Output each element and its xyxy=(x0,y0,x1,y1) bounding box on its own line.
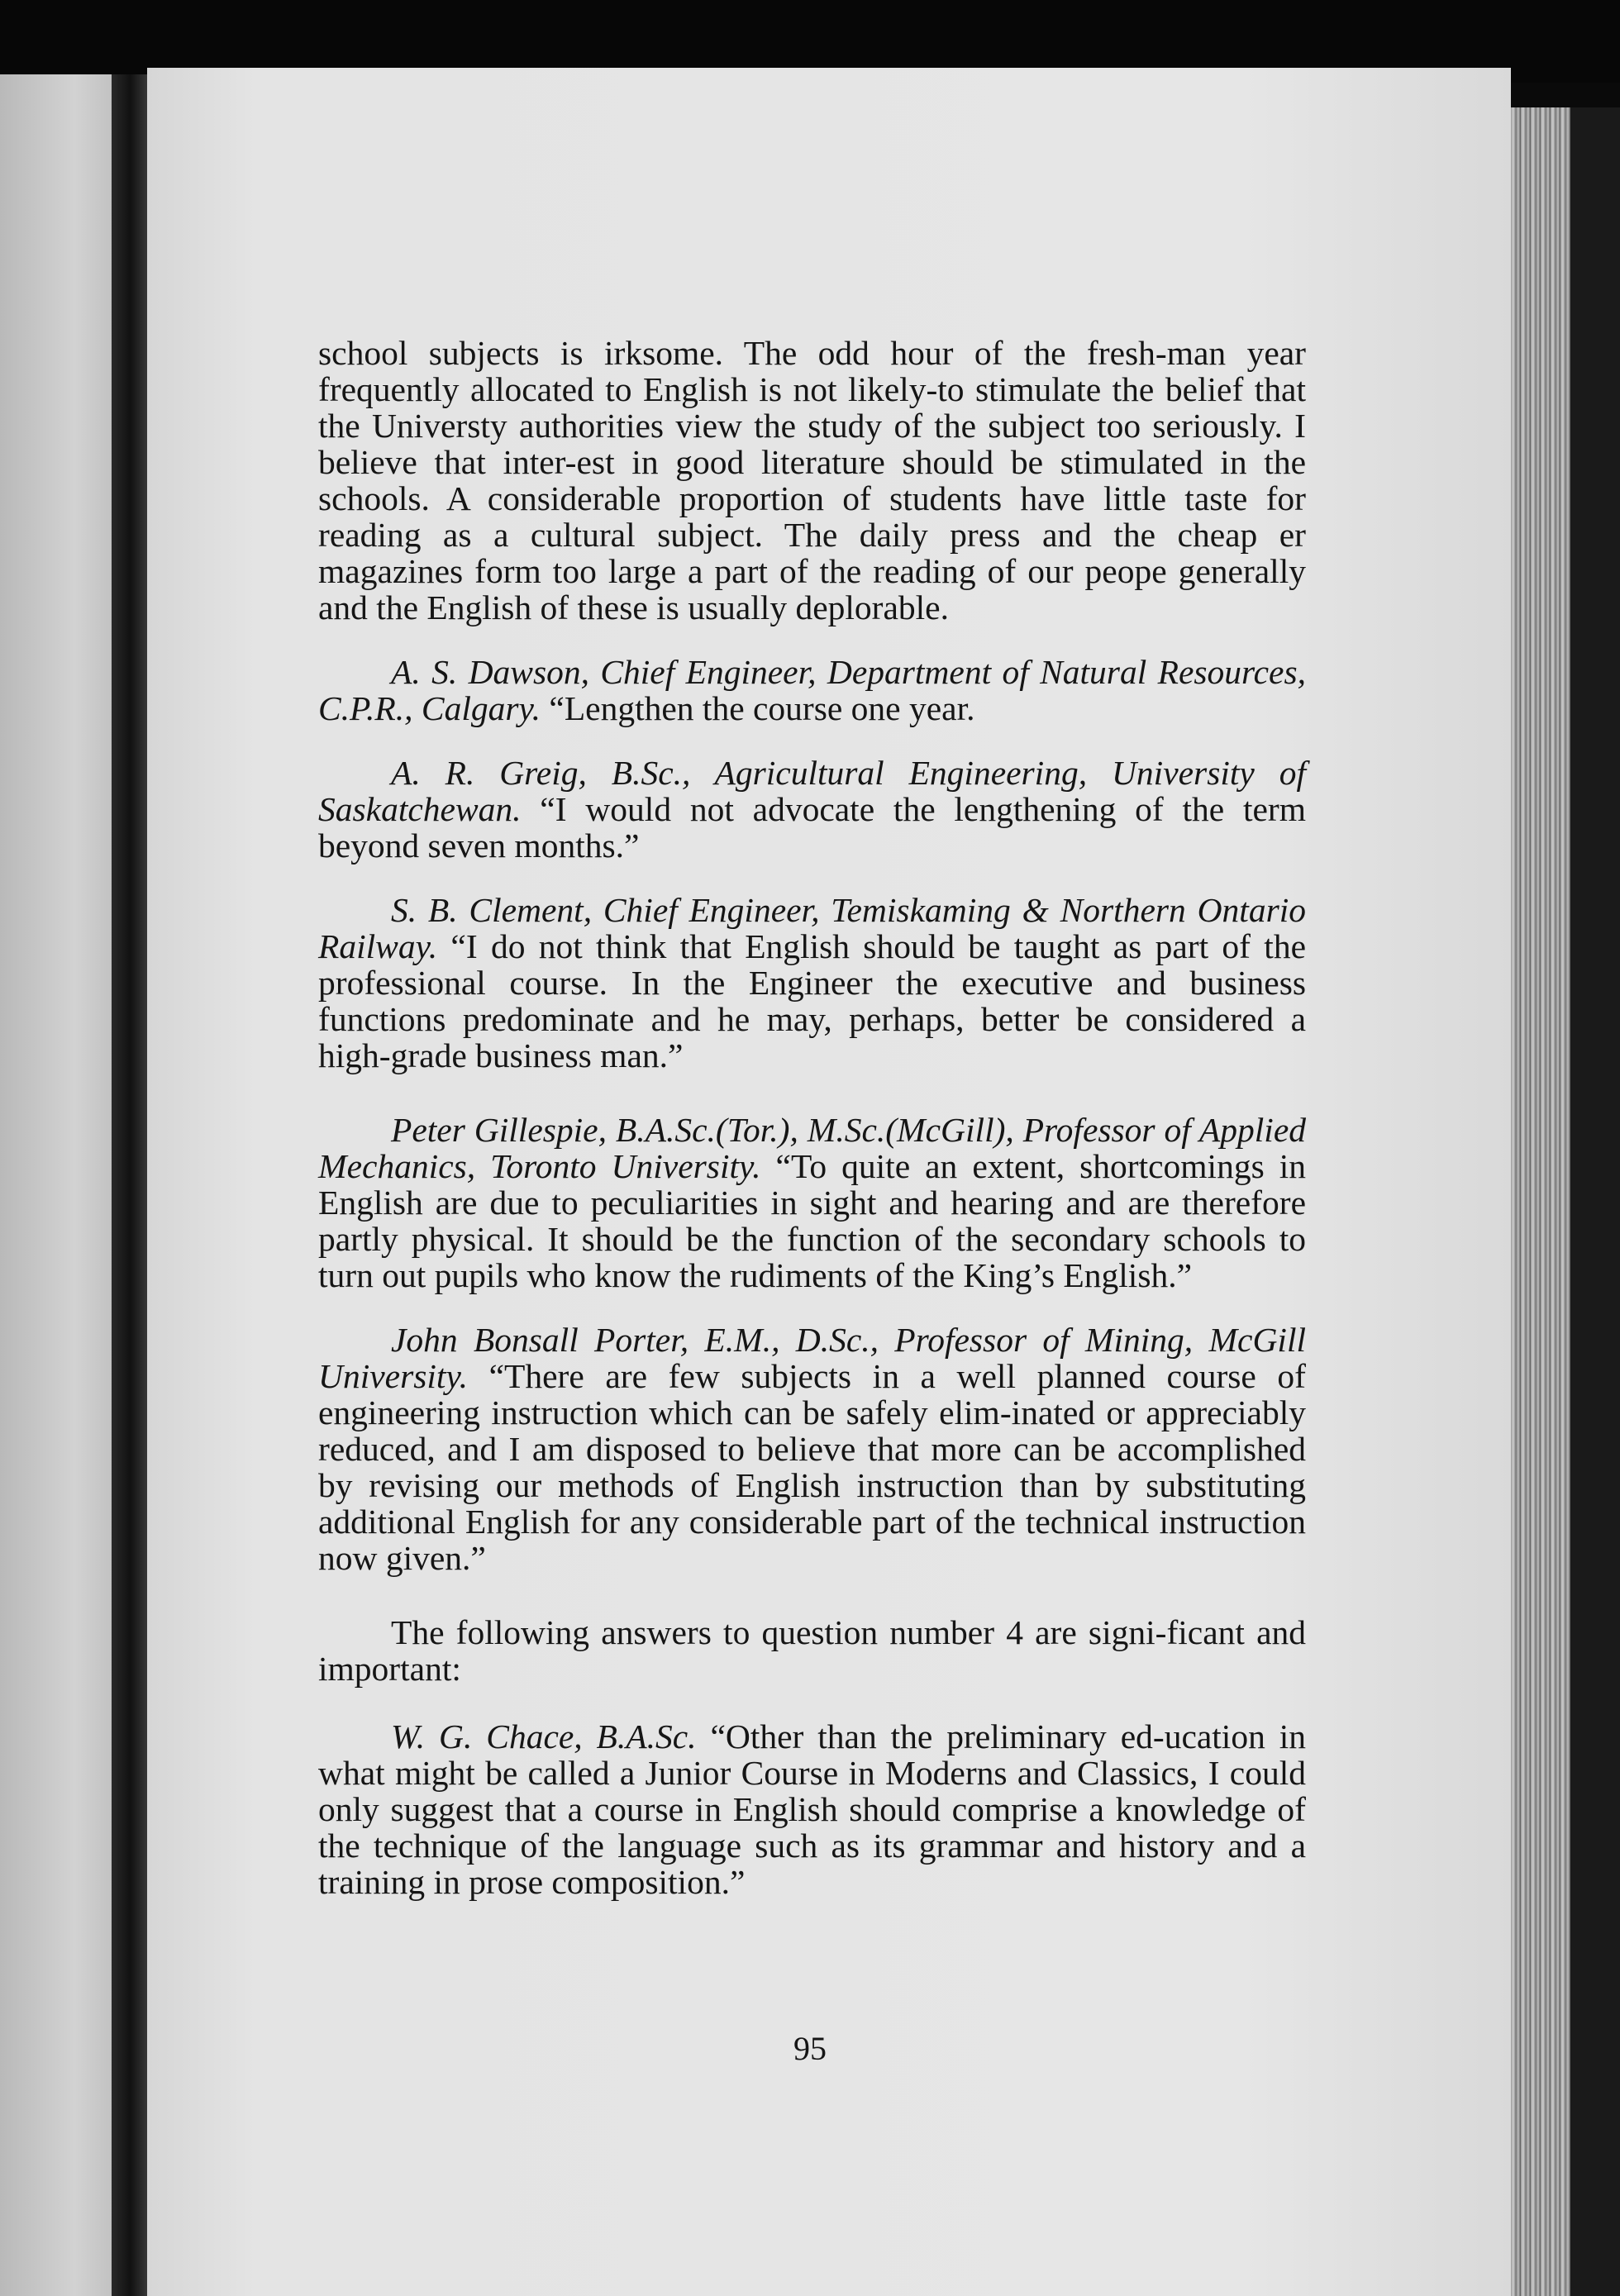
respondent-name: W. G. Chace, B.A.Sc. xyxy=(391,1717,697,1755)
paragraph-intro xyxy=(318,335,1306,626)
respondent-quote: “Lengthen the course one year. xyxy=(549,689,975,727)
respondent-name: A. S. Dawson, Chief Engineer, Department of Natural Resources, C.P.R., Calgary. xyxy=(318,653,1306,727)
respondent-quote: “To quite an extent, shortcomings in English are due to peculiarities in sight and hearing and are therefore partly physical. It should be the function of the secondary schools to turn out pupils who know the rudiments of the King’s English.” xyxy=(318,1147,1307,1294)
paragraph-clement xyxy=(318,892,1306,1074)
paragraph-greig xyxy=(318,755,1306,864)
scan-right-border xyxy=(1570,107,1620,2296)
paragraph-porter xyxy=(318,1322,1306,1576)
respondent-name: John Bonsall Porter, E.M., D.Sc., Professor of Mining, McGill University. xyxy=(318,1321,1306,1395)
paragraph-text: The following answers to question number 4 are signi-ficant and important: xyxy=(318,1613,1306,1688)
respondent-name: A. R. Greig, B.Sc., Agricultural Engineering, University of Saskatchewan. xyxy=(318,754,1306,828)
book-gutter xyxy=(112,74,149,2296)
page-number: 95 xyxy=(793,2030,827,2067)
respondent-name: S. B. Clement, Chief Engineer, Temiskaming & Northern Ontario Railway. xyxy=(318,891,1306,965)
respondent-name: Peter Gillespie, B.A.Sc.(Tor.), M.Sc.(McGill), Professor of Applied Mechanics, Toronto University. xyxy=(318,1111,1306,1185)
respondent-quote: “Other than the preliminary ed-ucation in what might be called a Junior Course in Moderns and Classics, I could only suggest that a course in English should comprise a knowledge of the technique of the language such as its grammar and history and a training in prose composition.” xyxy=(318,1717,1307,1901)
paragraph-text: school subjects is irksome. The odd hour of the fresh-man year frequently allocated to English is not likely-to stimulate the belief that the Universty authorities view the study of the subject too seriously. I believe that inter-est in good literature should be stimulated in the schools. A considerable proportion of students have little taste for reading as a cultural subject. The daily press and the cheap er magazines form too large a part of the reading of our peope generally and the English of these is usually deplorable. xyxy=(318,334,1306,626)
page-body xyxy=(318,335,1306,1900)
respondent-quote: “I would not advocate the lengthening of the term beyond seven months.” xyxy=(318,790,1307,865)
facing-page-edge xyxy=(0,74,124,2296)
paragraph-dawson xyxy=(318,654,1306,726)
respondent-quote: “I do not think that English should be taught as part of the professional course. In the Engineer the executive and business functions predominate and he may, perhaps, better be considered a high-grade business man.” xyxy=(318,927,1306,1074)
paragraph-gillespie xyxy=(318,1112,1306,1293)
respondent-quote: “There are few subjects in a well planned course of engineering instruction which can be safely elim-inated or appreciably reduced, and I am disposed to believe that more can be accomplished by revising our methods of English instruction than by substituting additional English for any considerable part of the technical instruction now given.” xyxy=(318,1357,1306,1577)
paragraph-question-4 xyxy=(318,1614,1306,1687)
paragraph-chace xyxy=(318,1718,1306,1900)
